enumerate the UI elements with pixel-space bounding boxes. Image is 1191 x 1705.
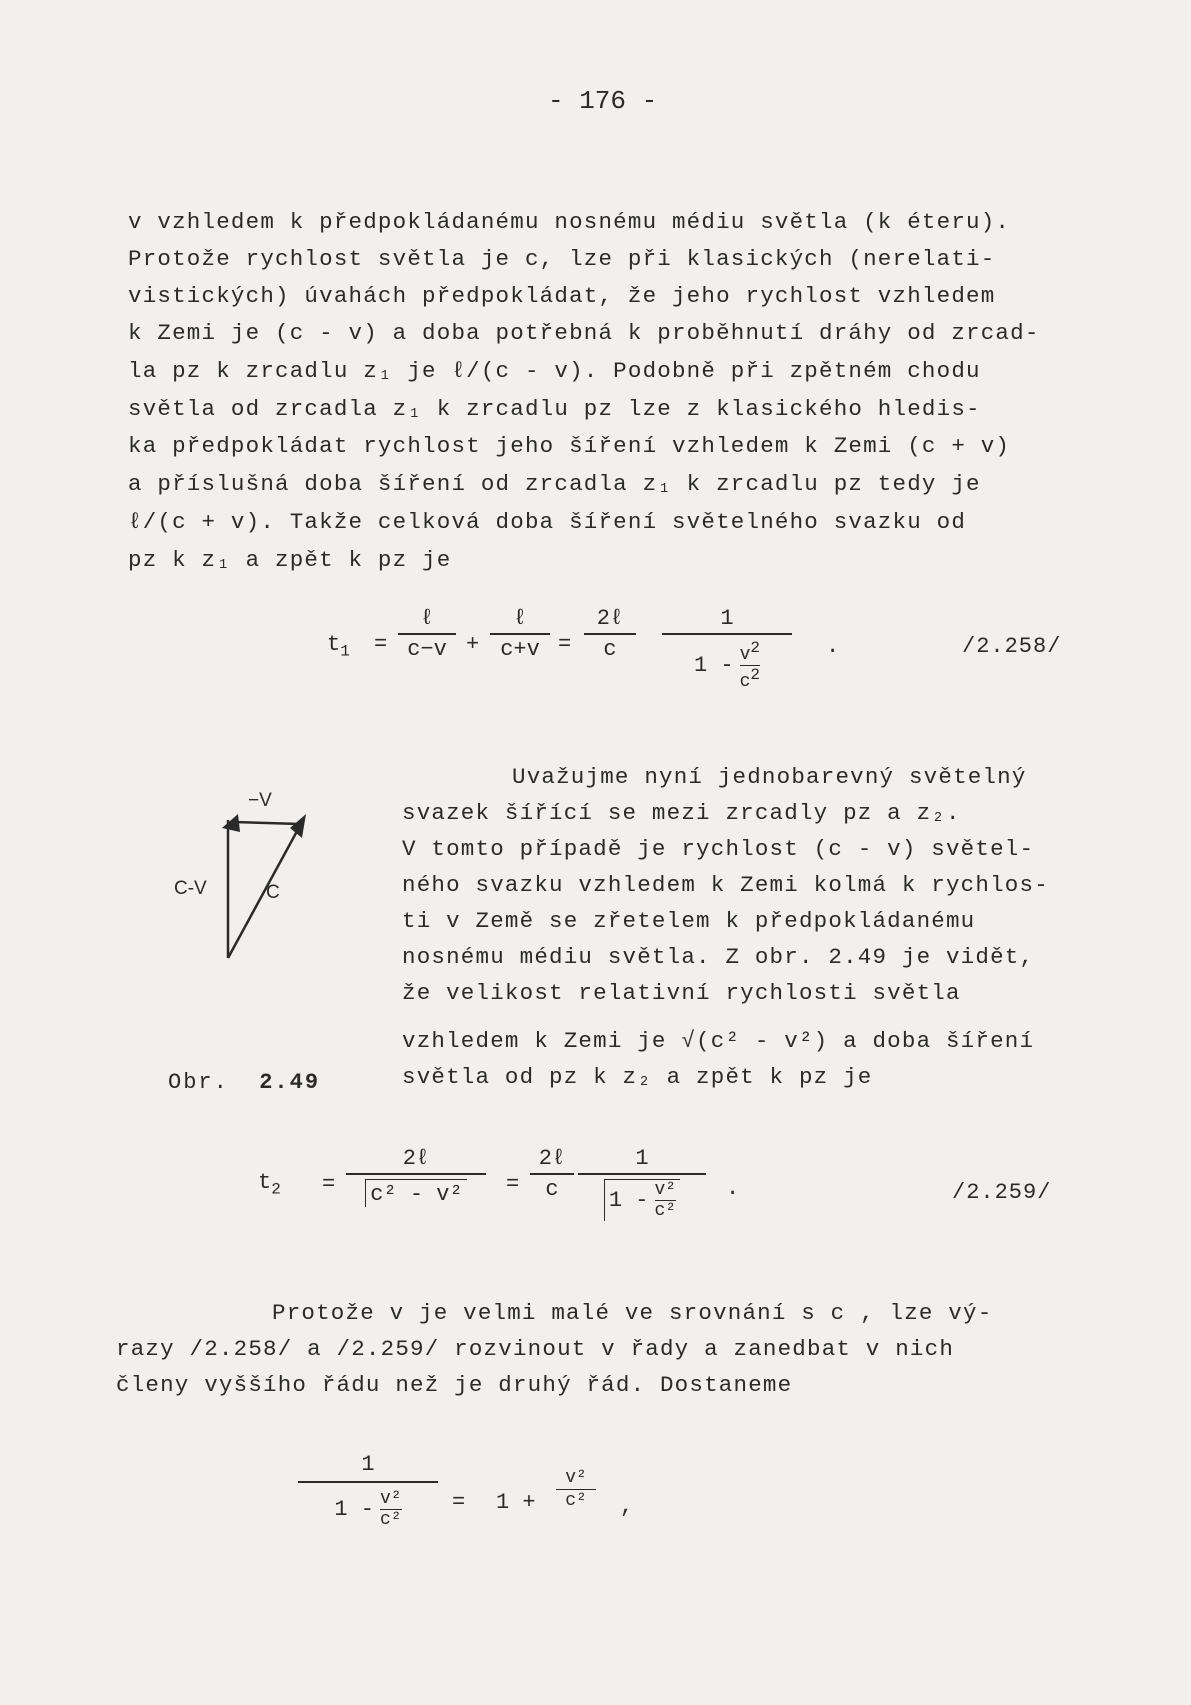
- text-line: světla od zrcadla z₁ k zrcadlu pz lze z klasického hledis-: [128, 396, 981, 422]
- diagram-label-top: −V: [248, 790, 272, 811]
- text-line: V tomto případě je rychlost (c - v) světel-: [402, 836, 1035, 862]
- text-line: Protože v je velmi malé ve srovnání s c , lze vý-: [272, 1300, 993, 1326]
- equation-label: /2.258/: [962, 634, 1062, 659]
- eq3-lhs-fraction: 1 1 - $\frac{\text{v²}}{\text{c²}}$: [298, 1452, 438, 1530]
- eq3-comma: ,: [620, 1494, 634, 1519]
- eq2-equals-2: =: [506, 1172, 520, 1197]
- text-line: Protože rychlost světla je c, lze při klasických (nerelati-: [128, 246, 996, 272]
- text-line: že velikost relativní rychlosti světla: [402, 980, 961, 1006]
- eq1-equals: =: [374, 632, 388, 657]
- text-line: a příslušná doba šíření od zrcadla z₁ k zrcadlu pz tedy je: [128, 471, 981, 497]
- eq2-fraction-2: 2ℓ c: [530, 1146, 574, 1202]
- eq2-dot: .: [726, 1176, 740, 1201]
- eq1-plus: +: [466, 632, 480, 657]
- eq1-fraction-1: ℓ c−v: [398, 606, 456, 662]
- equation-label: /2.259/: [952, 1180, 1052, 1205]
- text-line: k Zemi je (c - v) a doba potřebná k proběhnutí dráhy od zrcad-: [128, 320, 1040, 346]
- eq2-equals: =: [322, 1172, 336, 1197]
- page-number: - 176 -: [548, 86, 658, 116]
- eq1-fraction-3: 2ℓ c: [584, 606, 636, 662]
- eq1-fraction-2: ℓ c+v: [490, 606, 550, 662]
- eq1-dot: .: [826, 634, 840, 659]
- eq2-lhs: $t_2$: [258, 1170, 281, 1199]
- text-line: la pz k zrcadlu z₁ je ℓ/(c - v). Podobně při zpětném chodu: [128, 358, 981, 384]
- figure-caption: Obr. 2.49: [168, 1070, 321, 1095]
- eq2-fraction-1: 2ℓ c² - v²: [346, 1146, 486, 1207]
- diagram-label-left: C-V: [174, 878, 207, 899]
- text-line: ℓ/(c + v). Takže celková doba šíření světelného svazku od: [128, 509, 967, 535]
- eq2-fraction-3: 1 1 - $\frac{\text{v²}}{\text{c²}}$: [578, 1146, 706, 1221]
- text-line: svazek šířící se mezi zrcadly pz a z₂.: [402, 800, 961, 826]
- text-line: ka předpokládat rychlost jeho šíření vzhledem k Zemi (c + v): [128, 433, 1011, 459]
- text-line: ného svazku vzhledem k Zemi kolmá k rychlos-: [402, 872, 1049, 898]
- eq1-lhs: $t_1$: [327, 632, 350, 661]
- text-line: světla od pz k z₂ a zpět k pz je: [402, 1064, 873, 1090]
- text-line: členy vyššího řádu než je druhý řád. Dostaneme: [116, 1372, 793, 1398]
- text-line: razy /2.258/ a /2.259/ rozvinout v řady a zanedbat v nich: [116, 1336, 955, 1362]
- eq3-equals: =: [452, 1490, 466, 1515]
- text-line: nosnému médiu světla. Z obr. 2.49 je vidět,: [402, 944, 1035, 970]
- eq1-equals-2: =: [558, 632, 572, 657]
- diagram-label-right: C: [266, 882, 280, 903]
- text-line: v vzhledem k předpokládanému nosnému médiu světla (k éteru).: [128, 209, 1011, 235]
- text-line: ti v Země se zřetelem k předpokládanému: [402, 908, 976, 934]
- eq3-rhs-prefix: 1 +: [496, 1490, 536, 1515]
- eq1-fraction-4: 1 1 - $\frac{v^2}{c^2}$: [662, 606, 792, 692]
- text-line: vistických) úvahách předpokládat, že jeho rychlost vzhledem: [128, 283, 996, 309]
- eq3-rhs-fraction: v² c²: [556, 1468, 596, 1511]
- text-line: vzhledem k Zemi je √(c² - v²) a doba šíření: [402, 1028, 1035, 1054]
- text-line: pz k z₁ a zpět k pz je: [128, 547, 452, 573]
- text-line: Uvažujme nyní jednobarevný světelný: [512, 764, 1027, 790]
